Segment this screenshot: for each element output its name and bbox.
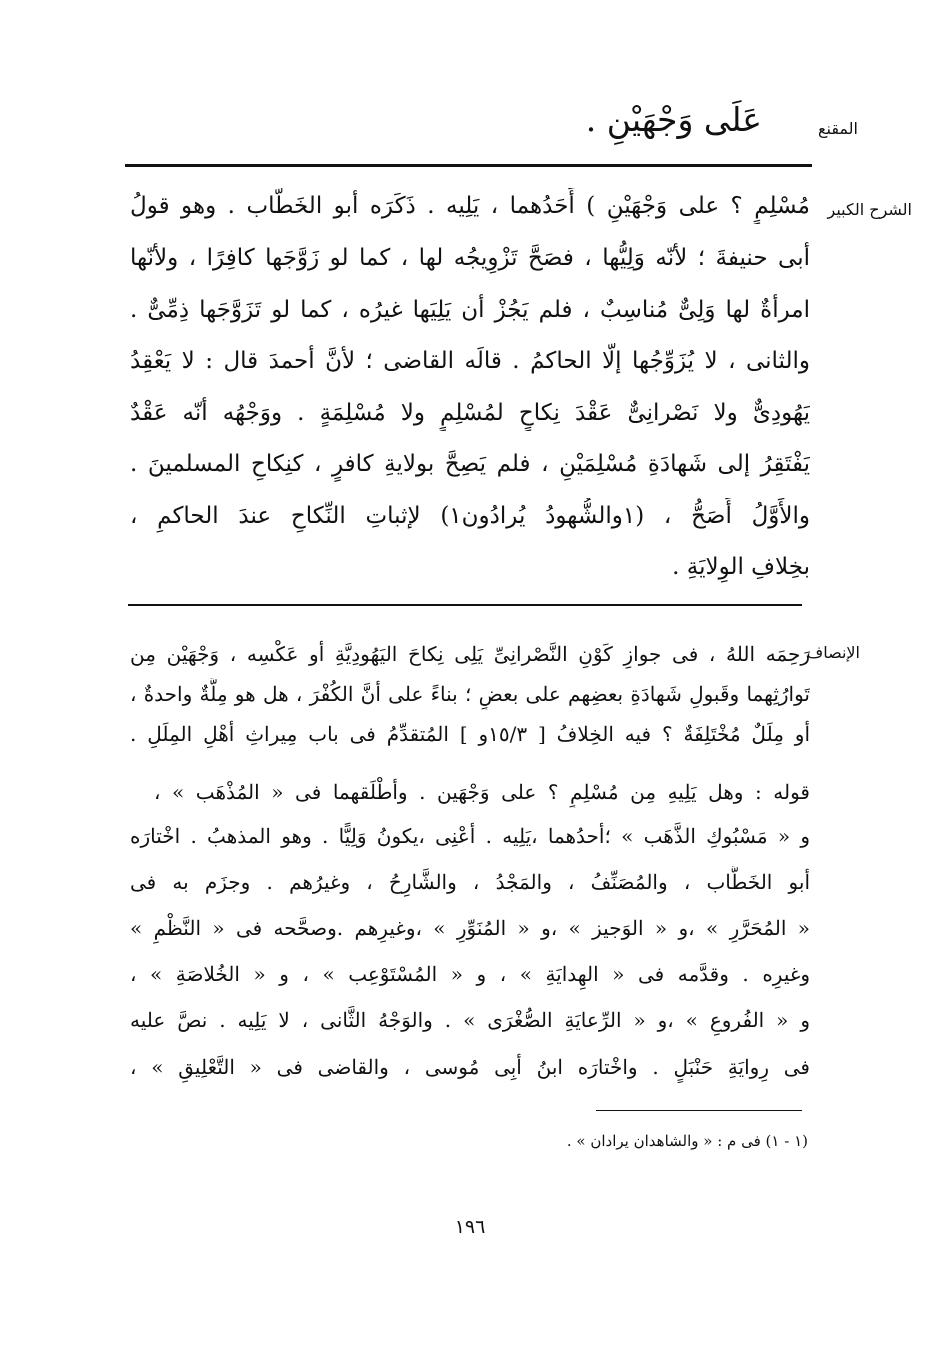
section-divider bbox=[128, 604, 802, 606]
insaf-label: الإنصاف bbox=[806, 643, 860, 662]
insaf-p1-line-3: أو مِلَلٌ مُخْتَلِفَةٌ ؟ فيه الخِلافُ [ ١٥/٣و ] المُتقدِّمُ فى باب مِيراثِ أهْلِ المِلَلِ . bbox=[130, 722, 810, 746]
insaf-p2-line-3: أبو الخَطَّاب ، والمُصَنِّفُ ، والمَجْدُ ، والشَّارِحُ ، وغيرُهم . وجزَم به فى bbox=[130, 870, 810, 894]
sharh-line-3: امرأةٌ لها وَلِىٌّ مُناسِبٌ ، فلم يَجُزْ أن يَلِيَها غيرُه ، كما لو تَزَوَّجَها ذِمِّىٌّ . bbox=[130, 297, 810, 323]
footnote-rule bbox=[596, 1110, 802, 1111]
sharh-line-7: والأَوَّلُ أَصَحُّ ، (١والشُّهودُ يُرادُون١) لإثباتِ النِّكاحِ عندَ الحاكمِ ، bbox=[130, 503, 810, 529]
sharh-line-4: والثانى ، لا يُزَوِّجُها إلَّا الحاكمُ . قالَه القاضى ؛ لأنَّ أحمدَ قال : لا يَعْقِدُ bbox=[130, 348, 810, 374]
insaf-p2-line-7: فى رِوايَةِ حَنْبَلٍ . واخْتارَه ابنُ أبِى مُوسى ، والقاضى فى « التَّعْلِيقِ » ، bbox=[130, 1055, 810, 1079]
sharh-line-1: مُسْلِمٍ ؟ على وَجْهَيْنِ ) أَحَدُهما ، يَلِيه . ذَكَرَه أبو الخَطَّاب . وهو قولُ bbox=[130, 193, 810, 219]
sharh-line-6: يَفْتَقِرُ إلى شَهادَةِ مُسْلِمَيْنِ ، فلم يَصِحَّ بولايةِ كافرٍ ، كنِكاحِ المسلمينَ . bbox=[130, 451, 810, 477]
page-number: ١٩٦ bbox=[454, 1216, 486, 1238]
header-text: عَلَى وَجْهَيْنِ . bbox=[585, 100, 762, 139]
insaf-p2-line-4: « المُحَرَّرِ » ،و « الوَجيز » ،و « المُنَوِّرِ » ،وغيرِهم .وصحَّحه فى « النَّظْمِ » bbox=[130, 916, 810, 940]
header-rule bbox=[125, 164, 812, 167]
insaf-p2-line-5: وغيرِه . وقدَّمه فى « الهِدايَةِ » ، و « المُسْتَوْعِب » ، و « الخُلاصَةِ » ، bbox=[130, 962, 810, 986]
insaf-p2-line-1: قوله : وهل يَلِيهِ مِن مُسْلِمٍ ؟ على وَجْهَين . وأطْلَقهما فى « المُذْهَب » ، bbox=[154, 780, 810, 804]
sharh-line-8: بخِلافِ الوِلايَةِ . bbox=[672, 554, 810, 580]
insaf-p1-line-2: تَوارُثِهما وقَبولِ شَهادَةِ بعضِهم على بعضٍ ؛ بناءً على أنَّ الكُفْرَ ، هل هو مِلَّةٌ واحدةٌ ، bbox=[130, 682, 810, 706]
footnote-text: (١ - ١) فى م : « والشاهدان يرادان » . bbox=[566, 1132, 808, 1150]
sharh-label: الشرح الكبير bbox=[827, 200, 912, 219]
insaf-p1-line-1: رَحِمَه اللهُ ، فى جوازِ كَوْنِ النَّصْرانِىِّ يَلِى نِكاحَ اليَهُودِيَّةِ أو عَكْسِه ، وَجْهَيْن مِن bbox=[130, 642, 810, 666]
sharh-line-5: يَهُودِىٌّ ولا نَصْرانِىٌّ عَقْدَ نِكاحٍ لمُسْلِمٍ ولا مُسْلِمَةٍ . ووَجْهُه أنّه عَقْدٌ bbox=[130, 400, 810, 426]
insaf-p2-line-2: و « مَسْبُوكِ الذَّهَب » ؛أحدُهما ،يَلِيه . أعْنِى ،يكونُ وَلِيًّا . وهو المذهبُ . اخْتارَه bbox=[130, 824, 810, 848]
insaf-p2-line-6: و « الفُروعِ » ،و « الرِّعايَةِ الصُّغْرَى » . والوَجْهُ الثَّانى ، لا يَلِيه . نصَّ عليه bbox=[130, 1008, 810, 1032]
sharh-line-2: أبى حنيفةَ ؛ لأنّه وَلِيُّها ، فصَحَّ تَزْوِيجُه لها ، كما لو زَوَّجَها كافِرًا ، ولأنّها bbox=[130, 245, 810, 271]
header-section-label: المقنع bbox=[817, 119, 858, 138]
